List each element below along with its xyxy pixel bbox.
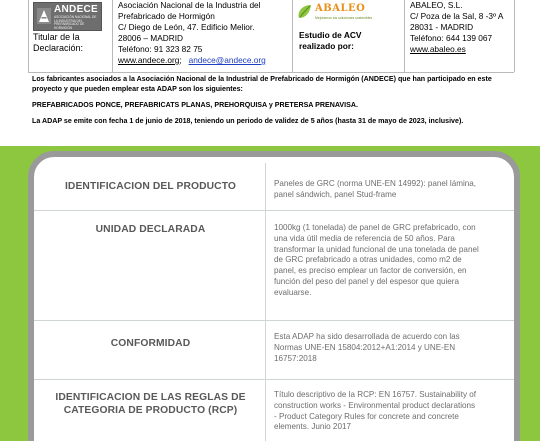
abaleo-address bbox=[410, 0, 520, 55]
andece-mark-icon bbox=[37, 8, 51, 24]
abaleo-address-line: 28031 - MADRID bbox=[410, 22, 474, 32]
row-divider bbox=[34, 379, 514, 380]
andece-address bbox=[118, 0, 288, 66]
acv-study-label: Estudio de ACV realizado por: bbox=[299, 30, 362, 51]
andece-logo-subtitle: ASOCIACIÓN NACIONAL DE LA INDUSTRIA DEL PREFABRICADO DE HORMIGÓN bbox=[54, 15, 97, 30]
abaleo-logo-tagline: Mejoramos tus soluciones sostenibles bbox=[315, 16, 373, 20]
andece-address-line: Asociación Nacional de la Industria del bbox=[118, 0, 261, 10]
abaleo-leaf-icon bbox=[296, 3, 314, 21]
row-value-conformity: Esta ADAP ha sido desarrollada de acuerdo con las Normas UNE-EN 15804:2012+A1:2014 y UNE-EN 16757:2018 bbox=[274, 332, 460, 363]
row-value-pcr: Título descriptivo de la RCP: EN 16757. Sustainability of construction works - Environmental product declarations - Product Category Rules for concrete and concrete elements. Junio 2017 bbox=[274, 390, 476, 432]
andece-logo-name: ANDECE bbox=[54, 4, 99, 15]
row-divider bbox=[34, 210, 514, 211]
andece-email-link[interactable]: andece@andece.org bbox=[188, 55, 266, 65]
abaleo-logo-name: ABALEO bbox=[315, 3, 366, 14]
abaleo-address-line: Teléfono: 644 139 067 bbox=[410, 33, 493, 43]
row-label-pcr: IDENTIFICACION DE LAS REGLAS DE CATEGORIA DE PRODUCTO (RCP) bbox=[55, 392, 246, 416]
row-value-product-id: Paneles de GRC (norma UNE-EN 14992): panel lámina, panel sándwich, panel Stud-frame bbox=[274, 179, 476, 199]
table-border bbox=[112, 0, 113, 72]
table-border bbox=[28, 0, 29, 72]
andece-address-line: C/ Diego de León, 47. Edificio Melior. bbox=[118, 22, 255, 32]
andece-contact-links bbox=[118, 55, 288, 66]
row-divider bbox=[34, 320, 514, 321]
header-section bbox=[0, 0, 540, 146]
product-info-card bbox=[28, 151, 520, 441]
row-label-product-id: IDENTIFICACION DEL PRODUCTO bbox=[64, 181, 237, 192]
green-band bbox=[0, 146, 540, 441]
andece-address-line: Teléfono: 91 323 82 75 bbox=[118, 44, 203, 54]
andece-web-link[interactable]: www.andece.org bbox=[118, 55, 180, 65]
table-border bbox=[404, 0, 405, 72]
andece-address-line: 28006 – MADRID bbox=[118, 33, 184, 43]
manufacturers-notes bbox=[32, 74, 514, 126]
declaration-holder-label: Titular de la Declaración: bbox=[33, 32, 84, 53]
notes-intro: Los fabricantes asociados a la Asociación Nacional de la Industrial de Prefabricado de Hormigón (ANDECE) que han participado en este proyecto y que pueden emplear esta ADAP son los siguientes: bbox=[32, 75, 492, 93]
notes-validity: La ADAP se emite con fecha 1 de junio de 2018, teniendo un periodo de validez de 5 años (hasta 31 de mayo de 2023, inclusive). bbox=[32, 117, 464, 125]
row-label-conformity: CONFORMIDAD bbox=[110, 338, 191, 349]
abaleo-address-line: C/ Poza de la Sal, 8 -3º A bbox=[410, 11, 504, 21]
row-value-declared-unit: 1000kg (1 tonelada) de panel de GRC prefabricado, con una vida útil media de referencia de 50 años. Para transformar la unidad funcional de una tonelada de panel de GRC prefabricado a otras unidades, como m2 de panel, es preciso emplear un factor de conversión, en función del peso del panel y del espesor que quiera evaluarse. bbox=[274, 223, 479, 297]
column-divider bbox=[265, 163, 266, 441]
abaleo-web-link[interactable]: www.abaleo.es bbox=[410, 44, 466, 54]
abaleo-address-line: ABALEO, S.L. bbox=[410, 0, 463, 10]
notes-manufacturers: PREFABRICADOS PONCE, PREFABRICATS PLANAS, PREHORQUISA y PRETERSA PRENAVISA. bbox=[32, 101, 358, 109]
abaleo-logo bbox=[296, 2, 373, 24]
row-label-declared-unit: UNIDAD DECLARADA bbox=[95, 224, 206, 235]
link-separator: ; bbox=[179, 55, 182, 65]
andece-logo bbox=[33, 2, 102, 31]
table-border bbox=[28, 72, 514, 73]
andece-address-line: Prefabricado de Hormigón bbox=[118, 11, 215, 21]
table-border bbox=[292, 0, 293, 72]
